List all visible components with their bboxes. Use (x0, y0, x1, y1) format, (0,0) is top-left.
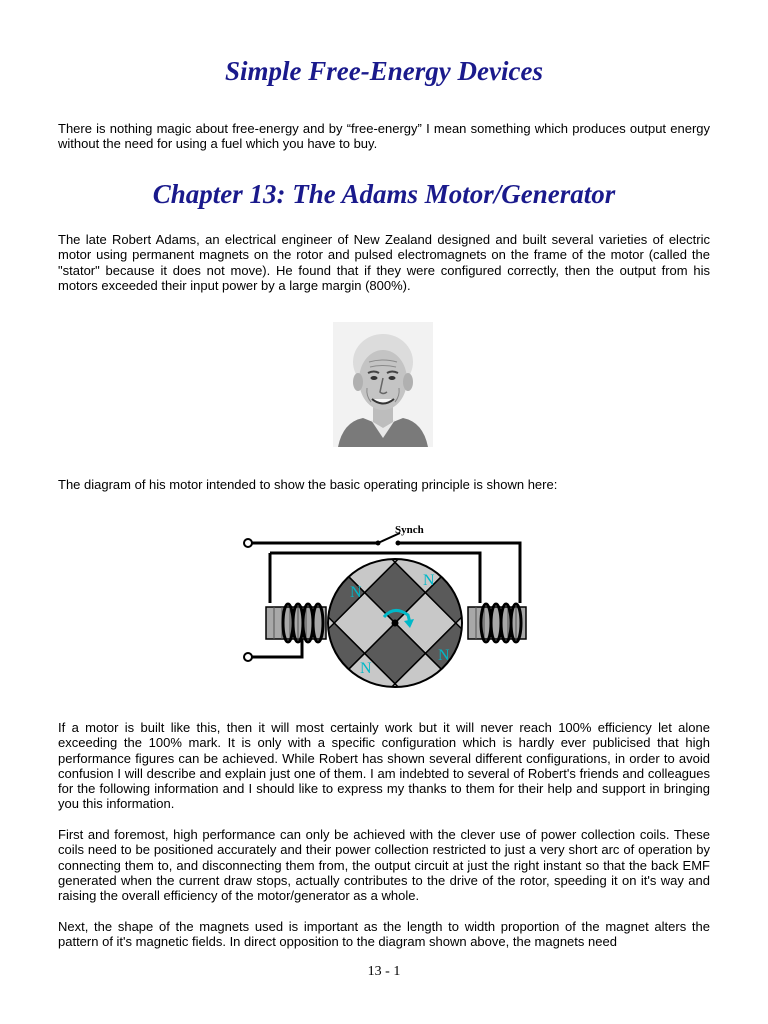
power-collection-paragraph: First and foremost, high performance can only be achieved with the clever use of power collection coils. These coils need to be positioned accurately and their power collection restricted to just a very short arc of operation by connecting them to, and disconnecting them from, the output circuit at just the right instant so that the back EMF generated when the current draw stops, actually contributes to the drive of the rotor, speeding it on it's way and raising the overall efficiency of the motor/generator as a whole. (58, 827, 710, 904)
pole-label-n: N (423, 572, 435, 589)
right-stator-core (468, 607, 526, 639)
motor-efficiency-paragraph: If a motor is built like this, then it will most certainly work but it will never reach 100% efficiency let alone exceeding the 100% mark. It is only with a specific configuration which is hardly ever publicised that high performance figures can be achieved. While Robert has shown several different configurations, in order to avoid confusion I will describe and explain just one of them. I am indebted to several of Robert's friends and colleagues for the following information and I should like to express my thanks to them for their help and support in bringing you this information. (58, 720, 710, 812)
pole-label-n: N (350, 584, 362, 601)
robert-adams-portrait (333, 322, 433, 447)
terminal-top (244, 539, 252, 547)
magnet-shape-paragraph: Next, the shape of the magnets used is important as the length to width proportion of the magnet alters the pattern of it's magnetic fields. In direct opposition to the diagram shown above, the magnets need (58, 919, 710, 950)
chapter-title: Chapter 13: The Adams Motor/Generator (152, 179, 616, 209)
document-title: Simple Free-Energy Devices (225, 56, 543, 86)
page-number: 13 - 1 (367, 964, 401, 979)
terminal-bottom (244, 653, 252, 661)
diagram-caption: The diagram of his motor intended to show the basic operating principle is shown here: (58, 477, 558, 492)
pole-label-n: N (438, 647, 450, 664)
adams-paragraph: The late Robert Adams, an electrical engineer of New Zealand designed and built several varieties of electric motor using permanent magnets on the rotor and pulsed electromagnets on the frame of the motor (called the "stator" because it does not move). He found that if they were configured correctly, then the output from his motors exceeded their input power by a large margin (800%). (58, 232, 710, 293)
rotor-axle (392, 620, 399, 627)
left-stator-core (266, 607, 326, 639)
intro-paragraph: There is nothing magic about free-energy and by “free-energy” I mean something which produces output energy without the need for using a fuel which you have to buy. (58, 121, 710, 152)
synch-label: Synch (395, 524, 424, 536)
adams-motor-diagram (240, 519, 528, 691)
pole-label-n: N (360, 660, 372, 677)
